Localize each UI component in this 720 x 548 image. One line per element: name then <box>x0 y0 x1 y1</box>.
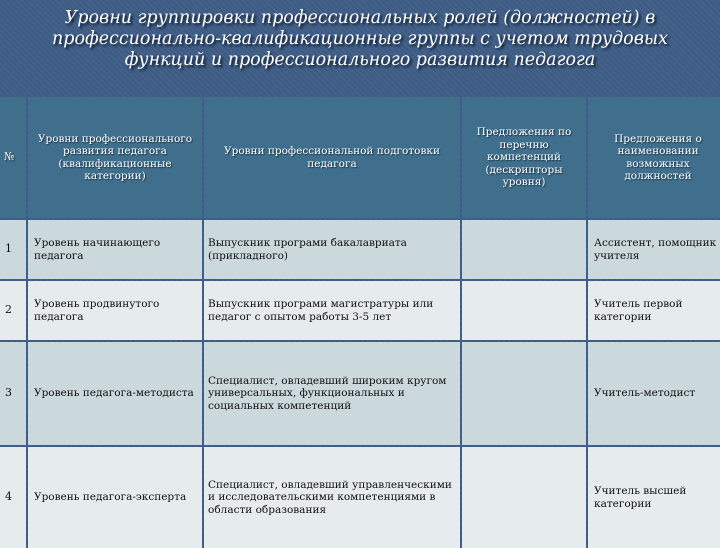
row-4-number: 4 <box>0 447 26 548</box>
header-positions: Предложения о наименовании возможных должностей <box>588 97 720 218</box>
row-1-level: Уровень начинающего педагога <box>28 220 202 279</box>
row-1-training: Выпускник програми бакалавриата (прикладного) <box>204 220 460 279</box>
row-3-competencies <box>462 342 586 445</box>
row-3-training: Специалист, овладевший широким кругом универсальных, функциональных и социальных компетенций <box>204 342 460 445</box>
row-2-positions: Учитель первой категории <box>588 281 720 340</box>
header-training-level: Уровни профессиональной подготовки педагога <box>204 97 460 218</box>
row-2-training: Выпускник програми магистратуры или педагог с опытом работы 3-5 лет <box>204 281 460 340</box>
row-4-training: Специалист, овладевший управленческими и исследовательскими компетенциями в области образования <box>204 447 460 548</box>
row-4-competencies <box>462 447 586 548</box>
row-2-competencies <box>462 281 586 340</box>
row-2-level: Уровень продвинутого педагога <box>28 281 202 340</box>
row-4-positions: Учитель высшей категории <box>588 447 720 548</box>
row-1-positions: Ассистент, помощник учителя <box>588 220 720 279</box>
row-3-positions: Учитель-методист <box>588 342 720 445</box>
competency-table <box>0 97 720 540</box>
row-2-number: 2 <box>0 281 26 340</box>
row-1-number: 1 <box>0 220 26 279</box>
slide-title-line-3: функций и профессионального развития педагога <box>124 50 596 70</box>
header-development-level: Уровни профессионального развития педагога (квалификационные категории) <box>28 97 202 218</box>
row-4-level: Уровень педагога-эксперта <box>28 447 202 548</box>
row-3-number: 3 <box>0 342 26 445</box>
row-3-level: Уровень педагога-методиста <box>28 342 202 445</box>
slide-title <box>0 8 720 71</box>
header-competencies: Предложения по перечню компетенций (дескрипторы уровня) <box>462 97 586 218</box>
slide-title-line-1: Уровни группировки профессиональных ролей (должностей) в <box>64 8 656 28</box>
slide-title-line-2: профессионально-квалификационные группы с учетом трудовых <box>51 29 669 49</box>
header-number: № <box>0 97 26 218</box>
row-1-competencies <box>462 220 586 279</box>
